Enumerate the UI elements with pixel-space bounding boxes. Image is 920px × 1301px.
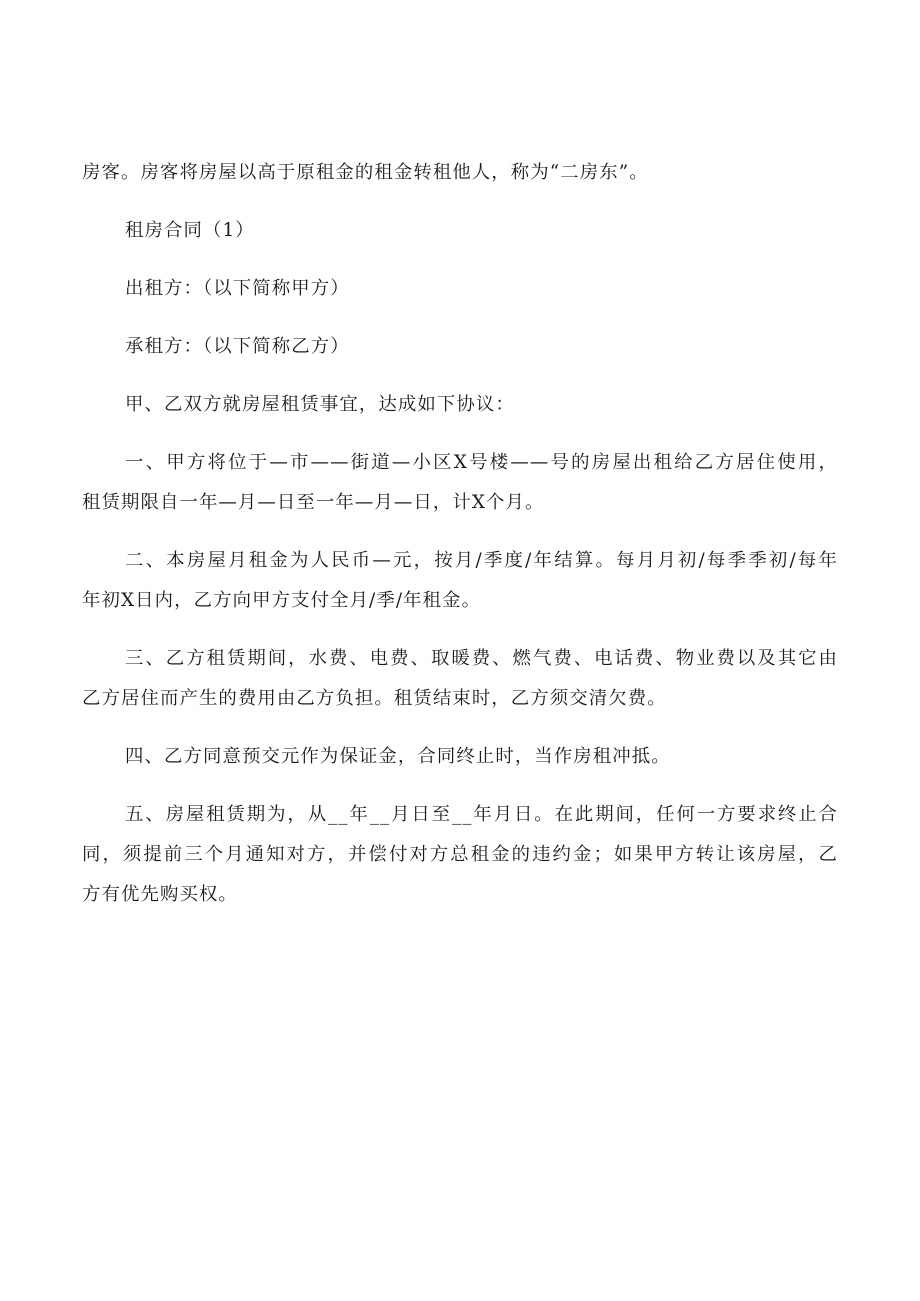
clause-2-line-2: 年初X日内，乙方向甲方支付全月/季/年租金。 <box>82 590 482 611</box>
clause-1-line-1: 一、甲方将位于—市——街道—小区X号楼——号的房屋出租给乙方居住使用， <box>125 452 838 473</box>
lessee-line: 承租方：（以下简称乙方） <box>125 336 350 357</box>
contract-title: 租房合同（1） <box>125 220 255 241</box>
clause-3-line-2: 乙方居住而产生的费用由乙方负担。租赁结束时，乙方须交清欠费。 <box>82 688 667 709</box>
agreement-intro: 甲、乙双方就房屋租赁事宜，达成如下协议： <box>125 394 515 415</box>
clause-1-line-2: 租赁期限自一年—月—日至一年—月—日，计X个月。 <box>82 492 545 513</box>
clause-5-line-2: 同，须提前三个月通知对方，并偿付对方总租金的违约金；如果甲方转让该房屋，乙 <box>82 844 838 865</box>
clause-2-line-1: 二、本房屋月租金为人民币—元，按月/季度/年结算。每月月初/每季季初/每年 <box>125 550 838 571</box>
clause-3-line-1: 三、乙方租赁期间，水费、电费、取暖费、燃气费、电话费、物业费以及其它由 <box>125 648 838 669</box>
text-line-intro: 房客。房客将房屋以高于原租金的租金转租他人，称为“二房东”。 <box>82 162 649 183</box>
clause-5-line-1: 五、房屋租赁期为，从__年__月日至__年月日。在此期间，任何一方要求终止合 <box>125 804 838 825</box>
clause-5-line-3: 方有优先购买权。 <box>82 884 238 905</box>
clause-4-line-1: 四、乙方同意预交元作为保证金，合同终止时，当作房租冲抵。 <box>125 746 671 767</box>
lessor-line: 出租方：（以下简称甲方） <box>125 278 350 299</box>
